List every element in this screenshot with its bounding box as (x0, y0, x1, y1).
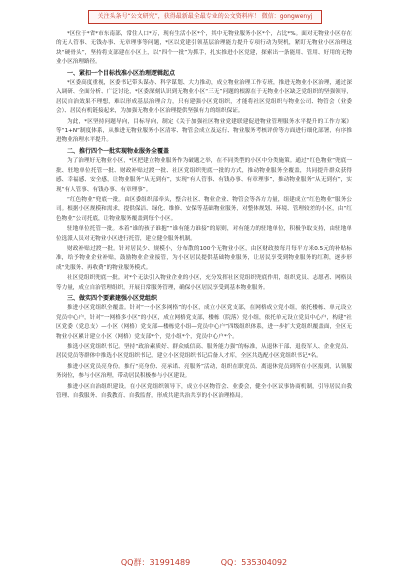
section-heading: 二、推行四个一批实现物业服务全覆盖 (67, 147, 170, 155)
paragraph: 推选小区党组织书记。坚持“政治素质好、群众威信高、服务能力强”的标准，从退休干部、退役军人、企业党员、居民党员等群体中推选小区党组织书记，建立小区党组织书记后备人才库，全区共选配小区党组织书记*名。 (56, 344, 352, 360)
paragraph: 推进小区党组织全覆盖。针对“一小区多网格”的小区，成立小区党支部，在网格成立党小组，依托楼栋、单元设立党员中心户，针对“一网格多小区”的小区，成立网格党支部，楼栋（院落）党小组，依托单元设立党员中心户，构建“社区党委（党总支）—小区（网格）党支部—楼栋党小组—党员中心户”四级组织体系，进一步扩大党组织覆盖面，全区无物业小区累计建立小区（网格）党支部*个，党小组*个，党员中心户*个。 (56, 305, 352, 340)
paragraph: 为了治理好无物业小区，*区把建立物业服务作为破题之举，在不同类型的小区中分类施策。通过“红色物业”兜底一批、驻地单位托管一批、财政补贴过渡一批、社区党组织兜底一批的方式，推动物业服务全覆盖，共同提升群众获得感、幸福感、安全感，让物业服务“从无到有”，实现“有人管事、有钱办事、有章理事”，推动物业服务“从无到有”，实现“有人管事、有钱办事、有章理事”。 (56, 158, 352, 193)
section-heading: 三、做实四个要素建强小区党组织 (67, 294, 158, 302)
section-heading: 一、紧扣一个目标找准小区治理逻辑起点 (67, 69, 176, 77)
paragraph: 驻地单位托管一批。本着“谁的孩子谁抱”“谁有能力谁接”的原则，对有能力的驻地单位，积极争取支持，由驻地单位选派人员对无物业小区进行托管，建立健全服务机制。 (56, 226, 352, 242)
paragraph: “红色物业”兜底一批。由区委组织部牵头，整合社区、物业企业、物管会等各方力量，组建成立“红色物业”服务公司。根据小区规模和需求，提供保洁、绿化、维修、安保等基础物业服务，对整体规划、环境、管理较差的小区，由“红色物业”公司托底，让物业服务覆盖到每个小区。 (56, 196, 352, 222)
paragraph: *区委高度重视，区委书记带头谋办、科学谋划、大力推动，成立物业治理工作专班，推进无物业小区治理，通过深入调研、全面分析、广泛讨论，*区委深刻认识到无物业小区“三无”问题的根源在于无物业小区缺乏党组织的坚强领导，居民自治效果不理想，难以形成基层治理合力，只有建强小区党组织，才能将社区党组织与物业公司、物管会（业委会）、居民有机链接起来，为加强无物业小区治理提供坚强有力的组织保证。 (56, 80, 352, 115)
document-body (56, 30, 352, 535)
paragraph: 推进小区自治组织建设。在小区党组织领导下，成立小区物管会、业委会，健全小区议事协商机制，引导居民自我管理、自我服务、自我教育、自我监督，形成共建共治共享的小区治理格局。 (56, 383, 352, 400)
footer (0, 556, 408, 570)
paragraph: 社区党组织兜底一批。对*个无法引入物业企业的小区，充分发挥社区党组织兜底作用，组织党员、志愿者、网格员等力量，成立自治管理组织，开展日常服务管理，确保小区居民享受到基本物业服务。 (56, 275, 352, 291)
footer-qq-group: QQ群：31991489 (120, 558, 191, 567)
footer-qq: QQ：535304092 (220, 558, 288, 567)
top-banner: 关注头条号“公文研究”，获得最新最全最专业的公文资料库！ 微信：gongwenyj (88, 10, 322, 24)
paragraph: 财政补贴过渡一批。针对居民少、规模小，分布散的100个无物业小区，由区财政按每月每平方米0.5元的补贴标准，给予物业企业补贴，鼓励物业企业接管，为小区居民提供基础物业服务，让居民享受到物业服务的红利，逐步形成“先服务、再收费”的物业服务模式。 (56, 245, 352, 271)
paragraph: 推进小区党员亮身份。推行“亮身份、亮承诺、亮服务”活动，组织在职党员、离退休党员到所在小区报到，认领服务岗位，参与小区治理，带动居民积极参与小区建设。 (56, 363, 352, 380)
paragraph: *区位于*省*市东南部，常住人口*万，现有生活小区*个，其中无物业服务小区*个，占比*%。面对无物业小区存在的无人管事、无钱办事、无章理事等问题，*区以党建引领基层治理能力提升专项行动为契机，紧盯无物业小区治理这块“硬骨头”，坚持将支部建在小区上，以“四个一批”为抓手，扎实推进小区党建，探索出一条能用、管用、好用的无物业小区治理路径。 (56, 31, 352, 66)
paragraph: 为此，*区坚持问题导向，目标导向，制定《关于加强社区物业党建联建促进物业管理服务水平提升的工作方案》等“1+N”制度体系，从推进无物业服务小区清零、物管会成立及运行、物业服务考核评价等方面进行细化部署，有序推进物业治理水平提升。 (56, 118, 352, 144)
